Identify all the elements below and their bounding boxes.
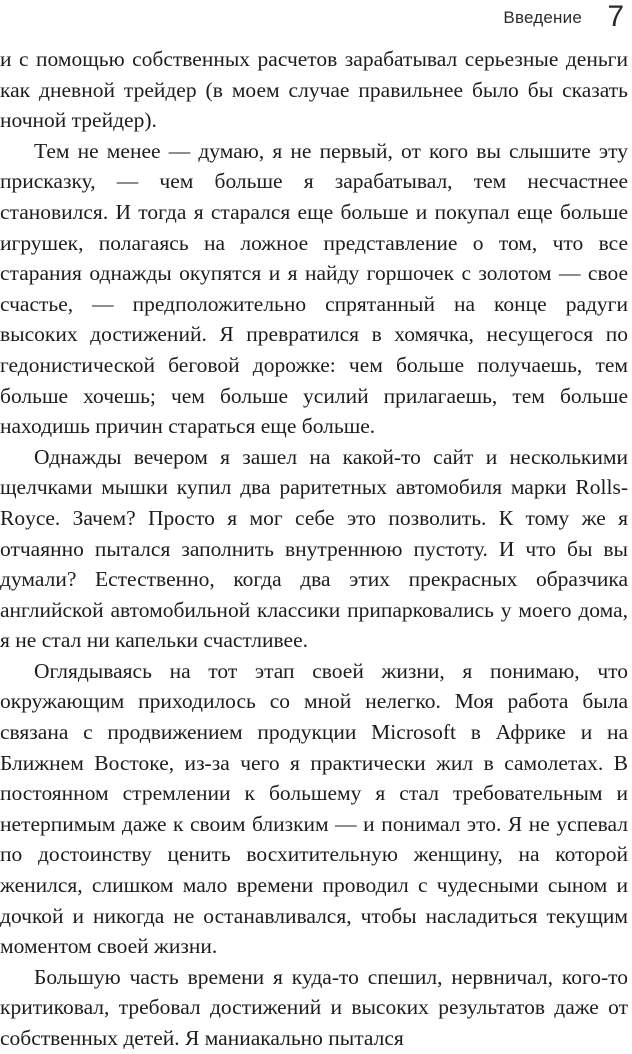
- body-text: [0, 44, 628, 1054]
- paragraph: Оглядываясь на тот этап своей жизни, я понимаю, что окружающим приходилось со мной нелегко. Моя работа была связана с продвижением продукции Microsoft в Африке и на Ближнем Востоке, из-за чего я практически жил в самолетах. В постоянном стремлении к большему я стал требовательным и нетерпимым даже к своим близким — и понимал это. Я не успевал по достоинству ценить восхитительную женщину, на которой женился, слишком мало времени проводил с чудесными сыном и дочкой и никогда не останавливался, чтобы насладиться текущим моментом своей жизни.: [0, 658, 628, 959]
- section-title: Введение: [503, 8, 582, 27]
- paragraph-continuation: и с помощью собственных расчетов зарабатывал серьезные деньги как дневной трейдер (в моем случае правильнее было бы сказать ночной трейдер).: [0, 47, 628, 133]
- paragraph: Большую часть времени я куда-то спешил, нервничал, кого-то критиковал, требовал достижений и высоких результатов даже от собственных детей. Я маниакально пытался: [0, 964, 628, 1050]
- running-header: [0, 0, 632, 40]
- paragraph: Тем не менее — думаю, я не первый, от кого вы слышите эту присказку, — чем больше я зарабатывал, тем несчастнее становился. И тогда я старался еще больше и покупал еще больше игрушек, полагаясь на ложное представление о том, что все старания однажды окупятся и я найду горшочек с золотом — свое счастье, — предположительно спрятанный на конце радуги высоких достижений. Я превратился в хомячка, несущегося по гедонистической беговой дорожке: чем больше получаешь, тем больше хочешь; чем больше усилий прилагаешь, тем больше находишь причин стараться еще больше.: [0, 138, 628, 439]
- paragraph: Однажды вечером я зашел на какой-то сайт и несколькими щелчками мышки купил два раритетных автомобиля марки Rolls-Royce. Зачем? Просто я мог себе это позволить. К тому же я отчаянно пытался заполнить внутреннюю пустоту. И что бы вы думали? Естественно, когда два этих прекрасных образчика английской автомобильной классики припарковались у моего дома, я не стал ни капельки счастливее.: [0, 444, 628, 653]
- page-number: 7: [607, 0, 624, 33]
